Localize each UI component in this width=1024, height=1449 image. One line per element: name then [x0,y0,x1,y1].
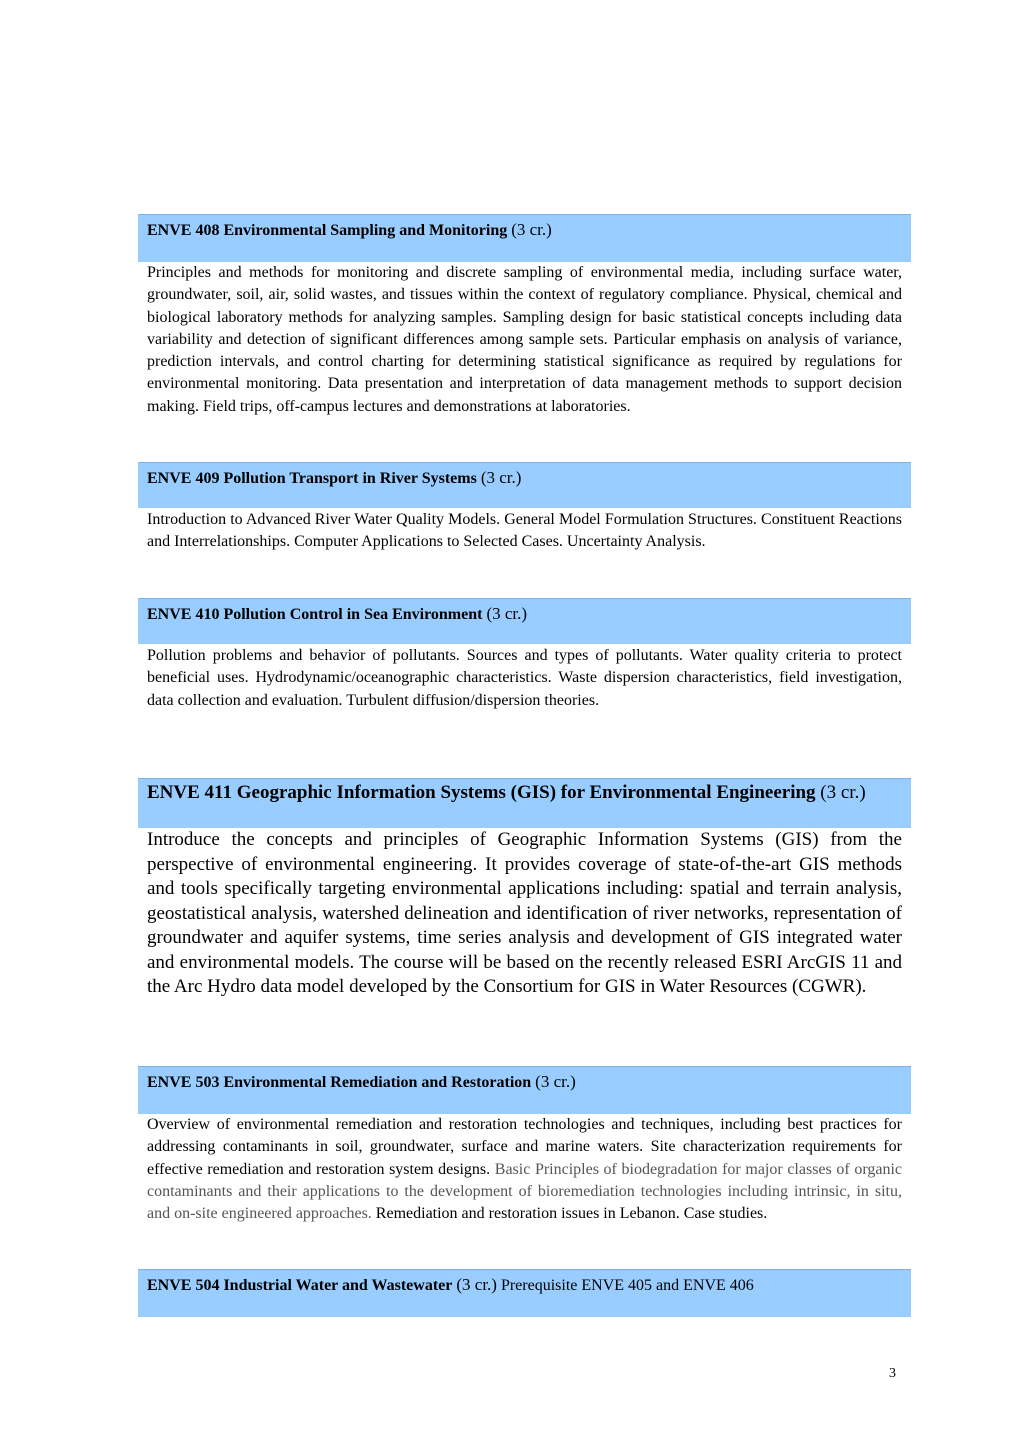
course-code-title: ENVE 411 Geographic Information Systems (GIS) for Environmental Engineering [147,782,816,803]
course-header-enve-411 [138,778,911,828]
course-header-enve-503 [138,1066,911,1114]
course-header-enve-504 [138,1269,911,1317]
course-description-enve-503 [138,1114,911,1225]
course-code-title: ENVE 504 Industrial Water and Wastewater [147,1277,453,1294]
course-credits: (3 cr.) [480,468,522,487]
course-description-enve-409: Introduction to Advanced River Water Quality Models. General Model Formulation Structures. Constituent Reactions and Interrelationships. Computer Applications to Selected Cases. Uncertainty Analysis. [147,511,902,551]
page-number: 3 [889,1366,896,1381]
course-description-enve-411: Introduce the concepts and principles of Geographic Information Systems (GIS) from the perspective of environmental engineering. It provides coverage of state-of-the-art GIS methods and tools specifically targeting environmental applications including: spatial and terrain analysis, geostatistical analysis, watershed delineation and identification of river networks, representation of groundwater and aquifer systems, time series analysis and development of GIS integrated water and environmental models. The course will be based on the recently released ESRI ArcGIS 11 and the Arc Hydro data model developed by the Consortium for GIS in Water Resources (CGWR). [147,829,902,997]
course-credits: (3 cr.) [535,1072,576,1091]
description-part-2: Basic Principles of biodegradation for major classes of organic contaminants and their applications to the development of bioremediation technologies including intrinsic, in situ, and on-site engineered approaches. [147,1160,903,1223]
course-credits: (3 cr.) [456,1275,497,1294]
course-header-enve-408 [138,214,911,262]
course-prerequisite: Prerequisite ENVE 405 and ENVE 406 [500,1277,754,1294]
course-header-enve-410 [138,598,911,644]
course-description-enve-408: Principles and methods for monitoring and discrete sampling of environmental media, including surface water, groundwater, soil, air, solid wastes, and tissues within the context of regulatory compliance. Physical, chemical and biological laboratory methods for analyzing samples. Sampling design for basic statistical concepts including data variability and detection of significant differences among sample sets. Particular emphasis on analysis of variance, prediction intervals, and control charting for determining statistical significance as required by regulations for environmental monitoring. Data presentation and interpretation of data management methods to support decision making. Field trips, off-campus lectures and demonstrations at laboratories. [147,264,902,415]
course-credits: (3 cr.) [820,782,866,803]
description-part-3: Remediation and restoration issues in Lebanon. Case studies. [375,1205,768,1223]
course-code-title: ENVE 408 Environmental Sampling and Monitoring [147,222,508,239]
course-code-title: ENVE 409 Pollution Transport in River Systems [147,470,477,487]
course-code-title: ENVE 410 Pollution Control in Sea Environment [147,606,483,623]
course-credits: (3 cr.) [486,604,528,623]
course-header-enve-409 [138,462,911,508]
course-credits: (3 cr.) [511,220,552,239]
description-part-1: Overview of environmental remediation and restoration technologies and techniques, including best practices for addressing contaminants in soil, groundwater, surface and marine waters. Site characterization requirements for effective remediation and restoration system designs. [147,1116,902,1178]
course-description-enve-410: Pollution problems and behavior of pollutants. Sources and types of pollutants. Water quality criteria to protect beneficial uses. Hydrodynamic/oceanographic characteristics. Waste dispersion characteristics, field investigation, data collection and evaluation. Turbulent diffusion/dispersion theories. [147,647,902,709]
course-code-title: ENVE 503 Environmental Remediation and Restoration [147,1074,532,1091]
